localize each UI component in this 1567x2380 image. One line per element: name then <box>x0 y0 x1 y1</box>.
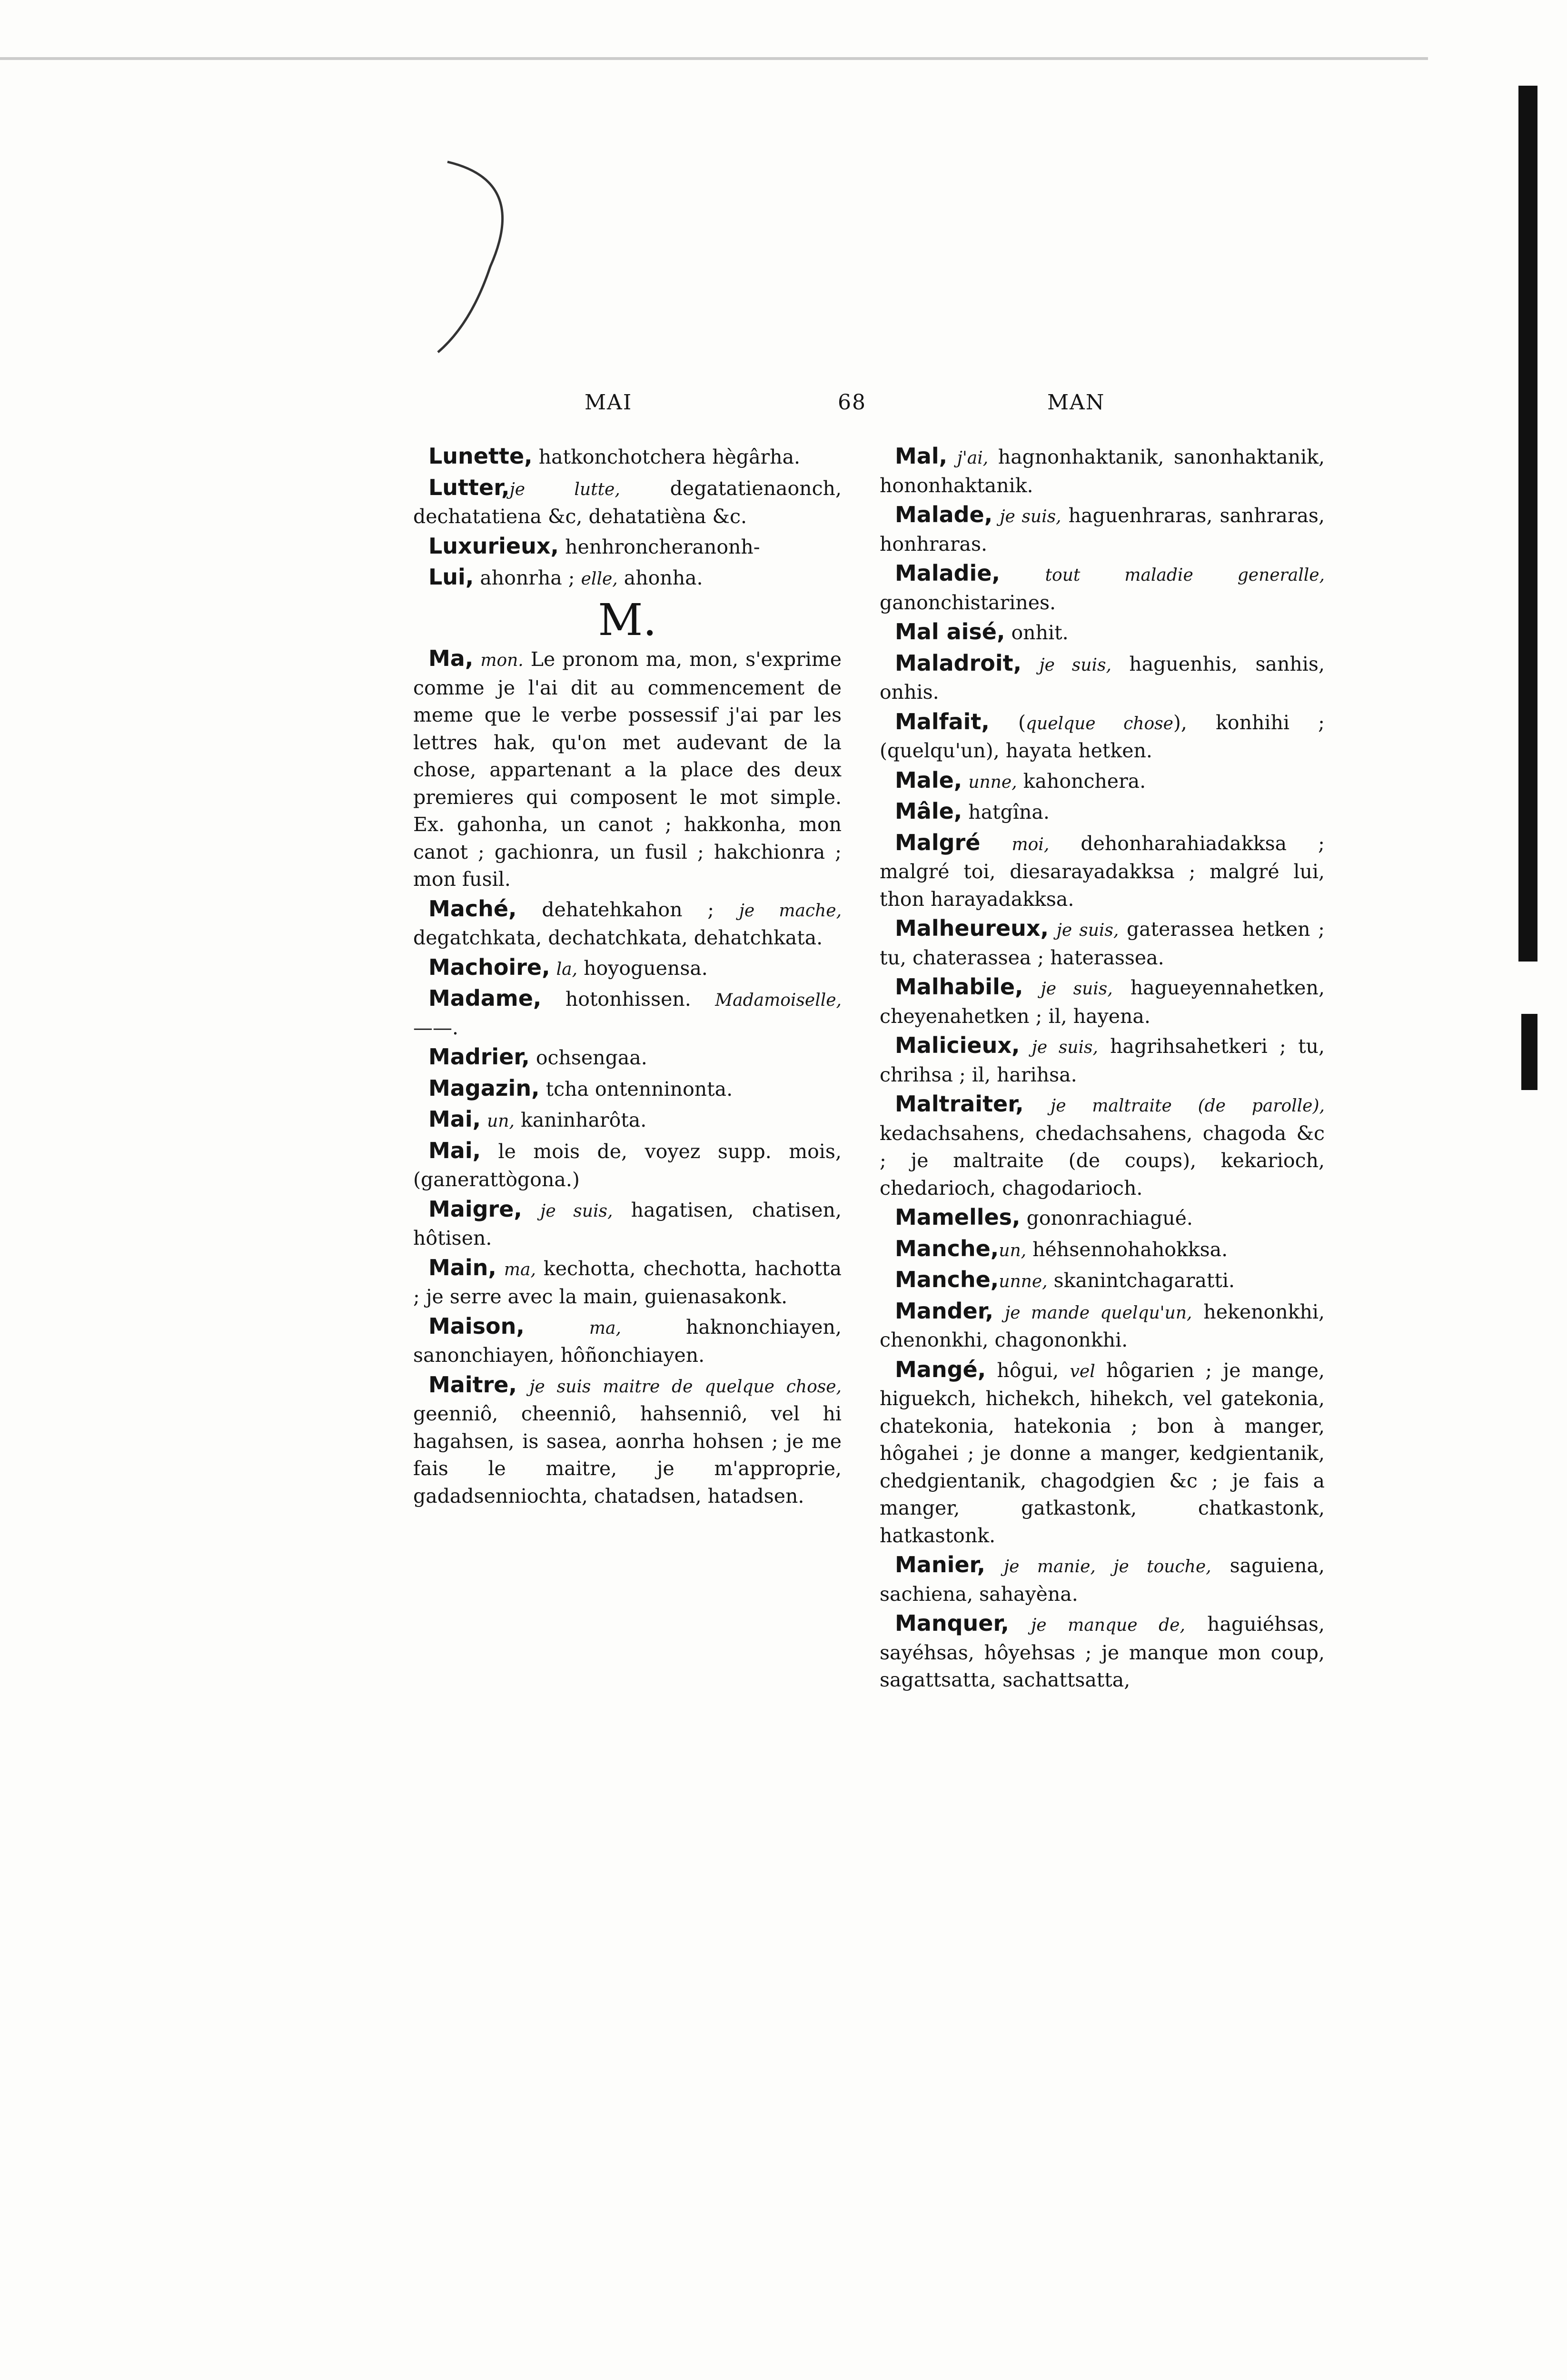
entry-gloss: ma, <box>589 1318 621 1338</box>
entry-gloss: ma, <box>504 1259 536 1279</box>
entry-text: kaninharôta. <box>514 1109 647 1131</box>
dictionary-entry <box>880 708 1325 765</box>
entry-prefix <box>1009 1613 1031 1636</box>
entry-prefix <box>1024 1093 1051 1116</box>
entry-headword: Mâle, <box>895 798 962 824</box>
entry-gloss: unne, <box>968 772 1017 792</box>
entry-gloss: un, <box>999 1240 1027 1260</box>
entry-text: hatkonchotchera hègârha. <box>532 446 801 468</box>
dictionary-entry <box>413 954 842 983</box>
dictionary-entry <box>880 443 1325 499</box>
dictionary-entry <box>413 1043 842 1073</box>
entry-headword: Manche, <box>895 1267 999 1292</box>
entry-text: hagueyennahetken, cheyenahetken ; il, hayena. <box>880 976 1325 1028</box>
entry-gloss: je suis, <box>1041 979 1113 999</box>
dictionary-entry <box>880 829 1325 913</box>
right-edge-bar <box>1518 86 1537 962</box>
entry-gloss: mon. <box>480 651 524 670</box>
entry-headword: Machoire, <box>428 954 550 980</box>
entry-headword: Mal aisé, <box>895 619 1005 645</box>
entry-headword: Ma, <box>428 645 474 671</box>
page-header <box>409 390 1333 428</box>
entry-headword: Manche, <box>895 1235 999 1261</box>
dictionary-entry <box>880 560 1325 616</box>
entry-headword: Lutter, <box>428 474 510 500</box>
right-column <box>880 443 1325 1696</box>
entry-headword: Lui, <box>428 564 474 590</box>
entry-text: Le pronom ma, mon, s'exprime comme je l'ai dit au commencement de meme que le verbe possessif j'ai par les lettres hak, qu'on met audevant de la chose, appartenant a la place des deux premieres qui composent le mot simple. Ex. gahonha, un canot ; hakkonha, mon canot ; gachionra, un fusil ; hakchionra ; mon fusil. <box>413 648 842 891</box>
entry-prefix <box>1022 653 1039 675</box>
dictionary-entry <box>413 1313 842 1369</box>
entry-text: onhit. <box>1005 621 1069 644</box>
entry-text: ), konhihi ; (quelqu'un), hayata hetken. <box>880 711 1325 762</box>
entry-text: haguenhraras, sanhraras, honhraras. <box>880 504 1325 555</box>
dictionary-entry <box>413 1371 842 1510</box>
entry-text: saguiena, sachiena, sahayèna. <box>880 1554 1325 1606</box>
entry-prefix <box>496 1257 504 1280</box>
entry-headword: Malheureux, <box>895 915 1049 941</box>
dictionary-entry <box>413 645 842 893</box>
entry-headword: Mangé, <box>895 1356 986 1382</box>
dictionary-entry <box>880 618 1325 648</box>
entry-prefix <box>1020 1035 1031 1058</box>
entry-headword: Mamelles, <box>895 1204 1021 1230</box>
entry-text: degatchkata, dechatchkata, dehatchkata. <box>413 926 823 949</box>
entry-headword: Magazin, <box>428 1075 540 1101</box>
dictionary-entry <box>413 533 842 562</box>
entry-headword: Manquer, <box>895 1610 1009 1636</box>
entry-gloss: je manque de, <box>1031 1616 1185 1635</box>
handwritten-bracket <box>419 143 533 362</box>
entry-headword: Mai, <box>428 1137 481 1163</box>
entry-text: haguiéhsas, sayéhsas, hôyehsas ; je manque mon coup, sagattsatta, sachattsatta, <box>880 1613 1325 1691</box>
entry-gloss: je suis, <box>1000 507 1061 526</box>
dictionary-entry <box>880 1356 1325 1550</box>
left-column <box>413 443 842 1512</box>
entry-headword: Manier, <box>895 1552 985 1577</box>
entry-text: kahonchera. <box>1017 769 1146 793</box>
entry-gloss: je suis, <box>1056 921 1119 940</box>
entry-text: skanintchagaratti. <box>1047 1269 1235 1292</box>
dictionary-entry <box>413 895 842 952</box>
entry-headword: Maigre, <box>428 1196 522 1222</box>
dictionary-entry <box>413 443 842 472</box>
dictionary-entry <box>880 1235 1325 1265</box>
entry-headword: Lunette, <box>428 443 533 469</box>
right-edge-bar-lower <box>1521 1014 1537 1090</box>
entry-text: ganonchistarines. <box>880 591 1056 614</box>
dictionary-entry <box>413 1075 842 1104</box>
entry-gloss: la, <box>556 959 578 979</box>
entry-prefix <box>1023 976 1041 999</box>
entry-prefix <box>993 1300 1005 1323</box>
entry-gloss: je suis, <box>1039 655 1111 675</box>
entry-gloss: je maltraite (de parolle), <box>1051 1096 1325 1116</box>
dictionary-entry <box>880 798 1325 827</box>
entry-gloss: un, <box>487 1111 515 1131</box>
entry-headword: Male, <box>895 767 962 793</box>
entry-prefix <box>517 1374 529 1397</box>
entry-gloss: tout maladie generalle, <box>1045 565 1325 585</box>
entry-gloss: moi, <box>1012 834 1050 854</box>
entry-text: hatgîna. <box>962 801 1050 823</box>
dictionary-entry <box>413 1137 842 1194</box>
dictionary-entry <box>880 1204 1325 1233</box>
scan-speck <box>0 57 1428 60</box>
entry-prefix: hôgui, <box>986 1359 1070 1382</box>
entry-gloss: je suis, <box>540 1201 613 1221</box>
entry-headword: Maladroit, <box>895 650 1022 676</box>
dictionary-entry <box>413 985 842 1041</box>
entry-text: gaterassea hetken ; tu, chaterassea ; haterassea. <box>880 918 1325 969</box>
dictionary-entry <box>880 1091 1325 1202</box>
entry-text: haguenhis, sanhis, onhis. <box>880 652 1325 704</box>
entry-headword: Madrier, <box>428 1044 530 1070</box>
entry-text: hoyoguensa. <box>577 956 708 980</box>
section-letter: M. <box>598 594 657 645</box>
entry-text: hekenonkhi, chenonkhi, chagononkhi. <box>880 1300 1325 1351</box>
dictionary-entry <box>880 1032 1325 1089</box>
entry-prefix <box>947 446 957 468</box>
entry-prefix <box>550 957 556 980</box>
entry-text: hôgarien ; je mange, higuekch, hichekch, hihekch, vel gatekonia, chatekonia, hatekonia ; bon à manger, hôgahei ; je donne a manger, kedgientanik, chedgientanik, chagodgien &c ; je fais a manger, gatkastonk, chatkastonk, hatkastonk. <box>880 1359 1325 1547</box>
dictionary-entry <box>880 501 1325 558</box>
entry-headword: Luxurieux, <box>428 533 559 559</box>
entry-headword: Main, <box>428 1254 496 1280</box>
dictionary-entry <box>880 1298 1325 1354</box>
entry-gloss: je suis, <box>1031 1038 1098 1057</box>
dictionary-entry <box>880 767 1325 796</box>
entry-prefix <box>985 1554 1004 1577</box>
entry-gloss: Madamoiselle, <box>715 991 842 1010</box>
entry-gloss: elle, <box>581 569 618 589</box>
entry-headword: Madame, <box>428 985 542 1011</box>
entry-headword: Maché, <box>428 895 517 922</box>
dictionary-entry <box>413 564 842 593</box>
entry-headword: Malade, <box>895 502 993 527</box>
header-right: MAN <box>1047 390 1105 415</box>
entry-prefix <box>980 832 1012 855</box>
page-number: 68 <box>838 390 866 415</box>
entry-headword: Malicieux, <box>895 1032 1020 1058</box>
entry-gloss: je mache, <box>739 901 842 921</box>
dictionary-entry <box>880 1610 1325 1694</box>
header-left: MAI <box>585 390 633 415</box>
entry-text: geenniô, cheenniô, hahsenniô, vel hi hagahsen, is sasea, aonrha hohsen ; je me fais le maitre, je m'approprie, gadadsenniochta, chatadsen, hatadsen. <box>413 1402 842 1507</box>
entry-prefix: dehatehkahon ; <box>516 898 739 921</box>
entry-gloss: unne, <box>999 1272 1048 1291</box>
dictionary-entry <box>413 1106 842 1135</box>
entry-prefix <box>522 1199 540 1221</box>
entry-text: héhsennohahokksa. <box>1026 1238 1228 1261</box>
entry-prefix <box>1049 918 1057 941</box>
dictionary-entry <box>880 1266 1325 1296</box>
entry-text: hagrihsahetkeri ; tu, chrihsa ; il, harihsa. <box>880 1035 1325 1086</box>
entry-prefix <box>992 504 1000 527</box>
entry-gloss: j'ai, <box>957 448 989 468</box>
entry-prefix: ahonrha ; <box>474 566 581 589</box>
entry-gloss: je suis maitre de quelque chose, <box>529 1377 842 1397</box>
entry-prefix <box>962 770 968 793</box>
entry-gloss: je lutte, <box>509 479 620 499</box>
dictionary-entry <box>413 1254 842 1311</box>
entry-headword: Maison, <box>428 1313 525 1339</box>
entry-text: hagatisen, chatisen, hôtisen. <box>413 1198 842 1250</box>
entry-headword: Maitre, <box>428 1371 517 1398</box>
entry-headword: Maladie, <box>895 560 1000 586</box>
entry-headword: Mai, <box>428 1106 481 1132</box>
entry-text: ——. <box>413 1016 459 1039</box>
entry-prefix <box>481 1109 487 1131</box>
entry-text: ochsengaa. <box>529 1046 647 1069</box>
entry-prefix: ( <box>989 711 1026 734</box>
entry-text: kedachsahens, chedachsahens, chagoda &c ; je maltraite (de coups), kekarioch, chedarioch, chagodarioch. <box>880 1121 1325 1200</box>
entry-gloss: je manie, je touche, <box>1003 1557 1211 1577</box>
dictionary-entry <box>880 915 1325 972</box>
entry-gloss: je mande quelqu'un, <box>1005 1303 1192 1323</box>
dictionary-entry <box>880 1551 1325 1608</box>
entry-gloss: quelque chose <box>1026 714 1173 734</box>
dictionary-entry <box>413 474 842 531</box>
entry-headword: Mander, <box>895 1298 994 1324</box>
entry-prefix <box>1000 563 1045 585</box>
entry-headword: Malhabile, <box>895 974 1023 1000</box>
dictionary-entry <box>880 973 1325 1030</box>
entry-headword: Malfait, <box>895 708 990 734</box>
dictionary-entry <box>880 650 1325 706</box>
entry-text: le mois de, voyez supp. mois, (ganerattògona.) <box>413 1140 842 1191</box>
entry-text: tcha ontenninonta. <box>539 1077 733 1101</box>
entry-text: henhroncheranonh- <box>559 535 760 558</box>
entry-text: ahonha. <box>617 566 703 589</box>
entry-text: haknonchiayen, sanonchiayen, hôñonchiayen. <box>413 1315 842 1367</box>
dictionary-entry <box>413 1196 842 1252</box>
entry-prefix: hotonhissen. <box>541 988 715 1011</box>
entry-text: dehonharahiadakksa ; malgré toi, diesarayadakksa ; malgré lui, thon harayadakksa. <box>880 832 1325 911</box>
entry-prefix <box>525 1316 589 1339</box>
entry-text: hagnonhaktanik, sanonhaktanik, hononhaktanik. <box>880 446 1325 497</box>
entry-prefix <box>473 648 480 671</box>
entry-text: gononrachiagué. <box>1020 1207 1193 1230</box>
entry-headword: Maltraiter, <box>895 1091 1024 1117</box>
entry-text: kechotta, chechotta, hachotta ; je serre avec la main, guienasakonk. <box>413 1257 842 1308</box>
entry-text: degatatienaonch, dechatatiena &c, dehatatièna &c. <box>413 476 842 528</box>
entry-headword: Mal, <box>895 443 948 469</box>
entry-headword: Malgré <box>895 829 981 855</box>
entry-gloss: vel <box>1070 1361 1095 1381</box>
